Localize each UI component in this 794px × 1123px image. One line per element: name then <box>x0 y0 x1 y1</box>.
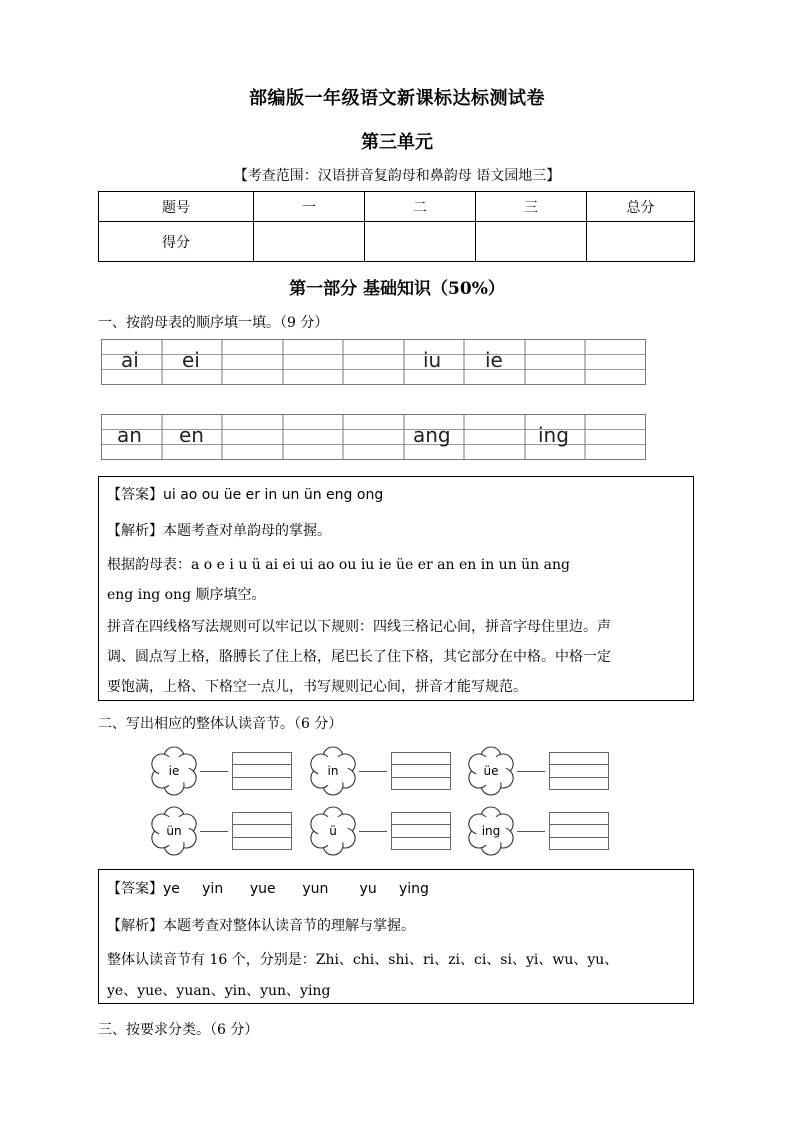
q1-answer-line <box>107 485 383 505</box>
pinyin-ie: ie <box>485 348 503 372</box>
flower-5 <box>465 805 517 857</box>
flower-icon <box>465 805 517 857</box>
q1-analysis-line4: eng ing ong 顺序填空。 <box>107 587 266 603</box>
q1-analysis-line6: 调、圆点写上格，胳膊长了住上格，尾巴长了住下格，其它部分在中格。中格一定 <box>107 649 611 665</box>
flower-2 <box>465 745 517 797</box>
write-box[interactable] <box>232 812 292 850</box>
q1-analysis-line7: 要饱满，上格、下格空一点儿，书写规则记心间，拼音才能写规范。 <box>107 679 527 695</box>
pinyin-ing: ing <box>538 423 569 447</box>
q3-title: 三、按要求分类。（6 分） <box>98 1022 259 1038</box>
pinyin-iu: iu <box>423 348 442 372</box>
write-box[interactable] <box>549 752 609 790</box>
q1-grid-row1 <box>101 339 646 385</box>
connector-line <box>200 771 228 772</box>
q2-answer-box <box>98 869 694 1004</box>
q2-analysis-line3: 整体认读音节有 16 个，分别是：Zhi、chi、shi、ri、zi、ci、si、yi、wu、yu、 <box>107 952 619 968</box>
flower-icon <box>307 805 359 857</box>
four-line-grid <box>232 812 292 850</box>
score-cell-total: 总分 <box>587 192 695 222</box>
score-cell-1: 一 <box>254 192 365 222</box>
write-box[interactable] <box>232 752 292 790</box>
flower-1 <box>307 745 359 797</box>
flower-icon <box>148 805 200 857</box>
four-line-grid <box>391 812 451 850</box>
pinyin-ai: ai <box>121 348 139 372</box>
q2-title: 二、写出相应的整体认读音节。（6 分） <box>98 716 343 732</box>
score-cell-2: 二 <box>365 192 476 222</box>
connector-line <box>517 771 545 772</box>
score-input-total[interactable] <box>587 222 695 262</box>
pinyin-an: an <box>117 423 142 447</box>
score-table <box>98 191 695 262</box>
q2-analysis-line <box>107 916 415 936</box>
q1-grid-row2 <box>101 414 646 460</box>
pinyin-ei: ei <box>182 348 200 372</box>
analysis-text: 本题考查对单韵母的掌握。 <box>163 523 331 539</box>
flower-label: ing <box>481 824 501 838</box>
connector-line <box>517 831 545 832</box>
write-box[interactable] <box>391 752 451 790</box>
q1-analysis-line3: 根据韵母表：a o e i u ü ai ei ui ao ou iu ie üe er an en in un ün ang <box>107 557 570 573</box>
score-cell-3: 三 <box>476 192 587 222</box>
flower-label: ie <box>168 764 180 778</box>
q1-answer-box <box>98 476 694 701</box>
flower-0 <box>148 745 200 797</box>
score-row-label: 得分 <box>99 222 254 262</box>
write-box[interactable] <box>549 812 609 850</box>
flower-label: in <box>327 764 339 778</box>
flower-label: ün <box>166 824 182 838</box>
score-input-2[interactable] <box>365 222 476 262</box>
flower-icon <box>148 745 200 797</box>
paper-title: 部编版一年级语文新课标达标测试卷 <box>249 88 545 109</box>
score-table-score-row <box>99 222 695 262</box>
flower-3 <box>148 805 200 857</box>
pinyin-en: en <box>179 423 204 447</box>
q1-title: 一、按韵母表的顺序填一填。（9 分） <box>98 315 329 331</box>
four-line-grid <box>232 752 292 790</box>
q1-analysis-line <box>107 521 331 541</box>
flower-icon <box>307 745 359 797</box>
analysis-label: 【解析】 <box>107 523 163 539</box>
q2-answer-line <box>107 879 429 899</box>
four-line-grid <box>549 812 609 850</box>
answer-label: 【答案】 <box>107 881 163 897</box>
write-box[interactable] <box>391 812 451 850</box>
flower-label: üe <box>483 764 499 778</box>
q2-analysis-line4: ye、yue、yuan、yin、yun、ying <box>107 983 331 999</box>
four-line-grid <box>391 752 451 790</box>
q1-analysis-line5: 拼音在四线格写法规则可以牢记以下规则：四线三格记心间，拼音字母住里边。声 <box>107 619 611 635</box>
unit-title: 第三单元 <box>361 132 433 153</box>
analysis-text: 本题考查对整体认读音节的理解与掌握。 <box>163 918 415 934</box>
score-table-header-row <box>99 192 695 222</box>
answer-text: ui ao ou üe er in un ün eng ong <box>163 487 384 503</box>
answer-text: ye yin yue yun yu ying <box>163 881 429 897</box>
score-cell-label: 题号 <box>99 192 254 222</box>
flower-4 <box>307 805 359 857</box>
connector-line <box>359 771 387 772</box>
pinyin-ang: ang <box>413 423 451 447</box>
connector-line <box>359 831 387 832</box>
flower-label: ü <box>329 824 337 838</box>
score-input-1[interactable] <box>254 222 365 262</box>
answer-label: 【答案】 <box>107 487 163 503</box>
exam-scope: 【考查范围：汉语拼音复韵母和鼻韵母 语文园地三】 <box>233 168 561 184</box>
flower-icon <box>465 745 517 797</box>
score-input-3[interactable] <box>476 222 587 262</box>
four-line-grid <box>549 752 609 790</box>
part1-title: 第一部分 基础知识（50%） <box>289 279 505 299</box>
analysis-label: 【解析】 <box>107 918 163 934</box>
connector-line <box>200 831 228 832</box>
